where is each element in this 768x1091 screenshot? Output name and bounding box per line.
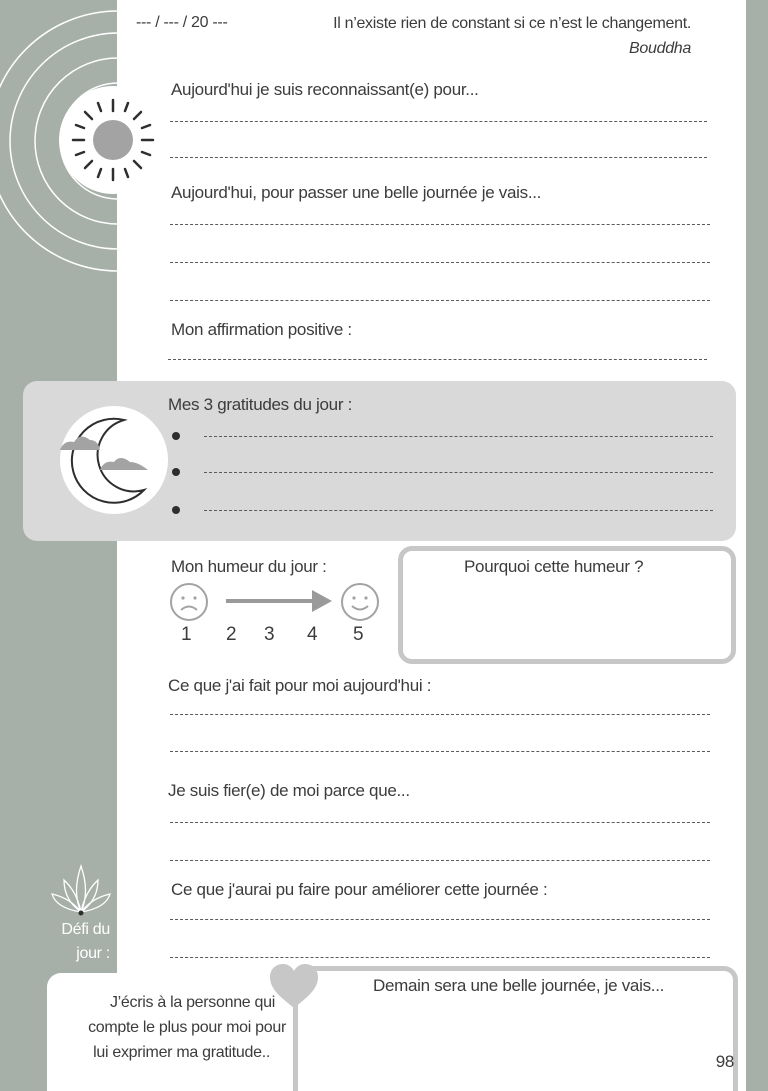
date-field[interactable]: --- / --- / 20 --- [136,14,228,31]
writing-line[interactable] [170,714,710,715]
writing-line[interactable] [170,919,710,920]
page-number: 98 [715,1052,734,1071]
right-decorative-band [746,0,768,1091]
defi-label-line1: Défi du [61,921,110,938]
quote-author: Bouddha [629,40,691,57]
writing-line[interactable] [170,262,710,263]
belle-journee-prompt: Aujourd'hui, pour passer une belle journée je vais... [171,183,542,202]
heart-icon [268,962,320,1010]
mood-value-5[interactable]: 5 [353,624,364,645]
affirmation-prompt: Mon affirmation positive : [171,320,352,339]
quote-text: Il n’existe rien de constant si ce n’est le changement. [333,15,691,32]
defi-text-line1: J’écris à la personne qui [109,994,275,1011]
defi-label-line2: jour : [76,945,110,962]
happy-face-icon[interactable] [340,582,380,622]
gratitude-line-2[interactable] [204,472,713,473]
fait-pour-moi-prompt: Ce que j'ai fait pour moi aujourd'hui : [168,676,432,695]
grateful-prompt: Aujourd'hui je suis reconnaissant(e) pour... [171,80,479,99]
writing-line[interactable] [170,157,707,158]
writing-line[interactable] [168,359,707,360]
mood-value-2[interactable]: 2 [226,624,237,645]
writing-line[interactable] [170,860,710,861]
sun-icon [58,85,168,195]
mood-arrow [222,588,334,614]
ameliorer-prompt: Ce que j'aurai pu faire pour améliorer cette journée : [171,880,548,899]
fier-prompt: Je suis fier(e) de moi parce que... [168,781,410,800]
gratitude-line-1[interactable] [204,436,713,437]
sad-face-icon[interactable] [169,582,209,622]
writing-line[interactable] [170,300,710,301]
moon-clouds-icon [56,410,166,510]
writing-line[interactable] [170,822,710,823]
lotus-icon [50,862,112,918]
writing-line[interactable] [170,957,710,958]
demain-prompt: Demain sera une belle journée, je vais... [373,976,665,995]
mood-value-1[interactable]: 1 [181,624,192,645]
gratitude-line-3[interactable] [204,510,713,511]
bullet [172,506,180,514]
pourquoi-title: Pourquoi cette humeur ? [464,557,644,576]
humeur-title: Mon humeur du jour : [171,557,327,576]
bullet [172,468,180,476]
mood-value-4[interactable]: 4 [307,624,318,645]
writing-line[interactable] [170,121,707,122]
bullet [172,432,180,440]
writing-line[interactable] [170,224,710,225]
writing-line[interactable] [170,751,710,752]
gratitudes-title: Mes 3 gratitudes du jour : [168,395,353,414]
mood-value-3[interactable]: 3 [264,624,275,645]
defi-text-line2: compte le plus pour moi pour [88,1019,286,1036]
defi-text-line3: lui exprimer ma gratitude.. [93,1044,270,1061]
